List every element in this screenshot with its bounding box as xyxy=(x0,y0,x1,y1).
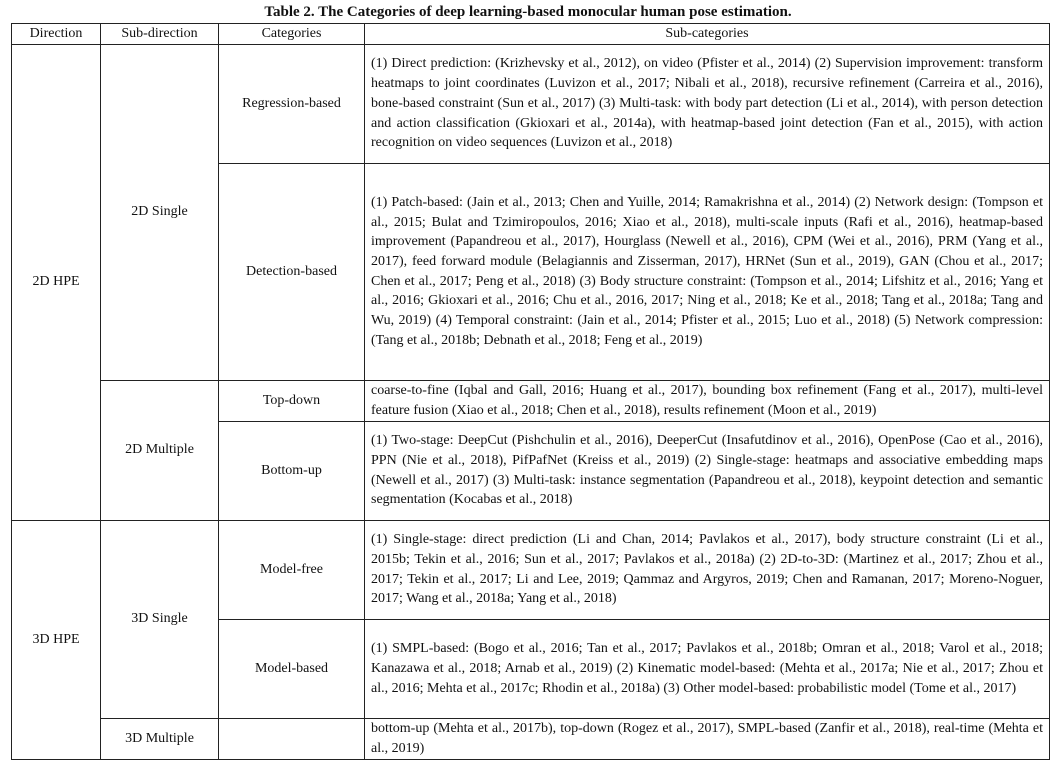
direction-2d-hpe: 2D HPE xyxy=(12,44,101,520)
subcategories-model-free: (1) Single-stage: direct prediction (Li and Chan, 2014; Pavlakos et al., 2017), body structure constraint (Li et al., 2015b; Tekin et al., 2016; Sun et al., 2017; Pavlakos et al., 2018a) (2) 2D-to-3D: (Martinez et al., 2017; Zhou et al., 2017; Tekin et al., 2017; Li and Lee, 2019; Qammaz and Argyros, 2019; Chen and Ramanan, 2017; Moreno-Noguer, 2017; Wang et al., 2018a; Yang et al., 2018) xyxy=(365,520,1050,619)
subdirection-3d-multiple: 3D Multiple xyxy=(101,718,219,759)
categories-table xyxy=(11,23,1050,760)
header-categories: Categories xyxy=(219,24,365,45)
subcategories-bottom-up: (1) Two-stage: DeepCut (Pishchulin et al., 2016), DeeperCut (Insafutdinov et al., 2016), OpenPose (Cao et al., 2016), PPN (Nie et al., 2018), PifPafNet (Kreiss et al., 2019) (2) Single-stage: heatmaps and associative embedding maps (Newell et al., 2017) (3) Multi-task: instance segmentation (Papandreou et al., 2018), keypoint detection and semantic segmentation (Kocabas et al., 2018) xyxy=(365,421,1050,520)
direction-3d-hpe: 3D HPE xyxy=(12,520,101,759)
subdirection-2d-single: 2D Single xyxy=(101,44,219,380)
subdirection-2d-multiple: 2D Multiple xyxy=(101,380,219,520)
header-sub-categories: Sub-categories xyxy=(365,24,1050,45)
table-caption: Table 2. The Categories of deep learning-based monocular human pose estimation. xyxy=(264,4,792,20)
table-row xyxy=(12,380,1050,421)
subcategories-top-down: coarse-to-fine (Iqbal and Gall, 2016; Huang et al., 2017), bounding box refinement (Fang et al., 2017), multi-level feature fusion (Xiao et al., 2018; Chen et al., 2018), results refinement (Moon et al., 2019) xyxy=(365,380,1050,421)
category-model-free: Model-free xyxy=(219,520,365,619)
subcategories-3d-multiple: bottom-up (Mehta et al., 2017b), top-down (Rogez et al., 2017), SMPL-based (Zanfir et al., 2018), real-time (Mehta et al., 2019) xyxy=(365,718,1050,759)
header-direction: Direction xyxy=(12,24,101,45)
category-top-down: Top-down xyxy=(219,380,365,421)
category-3d-multiple-empty xyxy=(219,718,365,759)
table-row xyxy=(12,718,1050,759)
subcategories-detection-based: (1) Patch-based: (Jain et al., 2013; Chen and Yuille, 2014; Ramakrishna et al., 2014) (2) Network design: (Tompson et al., 2015; Bulat and Tzimiropoulos, 2016; Xiao et al., 2018), multi-scale inputs (Rafi et al., 2016), heatmap-based improvement (Papandreou et al., 2017), Hourglass (Newell et al., 2016), CPM (Wei et al., 2016), PRM (Yang et al., 2017), feed forward module (Belagiannis and Zisserman, 2017), HRNet (Sun et al., 2019), GAN (Chou et al., 2017; Chen et al., 2017; Peng et al., 2018) (3) Body structure constraint: (Tompson et al., 2014; Lifshitz et al., 2016; Yang et al., 2016; Gkioxari et al., 2016; Chu et al., 2016, 2017; Ning et al., 2018; Ke et al., 2018; Tang et al., 2018a; Tang and Wu, 2019) (4) Temporal constraint: (Jain et al., 2014; Pfister et al., 2015; Luo et al., 2018) (5) Network compression: (Tang et al., 2018b; Debnath et al., 2018; Feng et al., 2019) xyxy=(365,163,1050,380)
subdirection-3d-single: 3D Single xyxy=(101,520,219,718)
category-bottom-up: Bottom-up xyxy=(219,421,365,520)
table-row xyxy=(12,44,1050,163)
header-sub-direction: Sub-direction xyxy=(101,24,219,45)
category-regression-based: Regression-based xyxy=(219,44,365,163)
table-row xyxy=(12,520,1050,619)
category-detection-based: Detection-based xyxy=(219,163,365,380)
category-model-based: Model-based xyxy=(219,619,365,718)
header-row xyxy=(12,24,1050,45)
subcategories-model-based: (1) SMPL-based: (Bogo et al., 2016; Tan et al., 2017; Pavlakos et al., 2018b; Omran et al., 2018; Varol et al., 2018; Kanazawa et al., 2018; Arnab et al., 2019) (2) Kinematic model-based: (Mehta et al., 2017a; Nie et al., 2017; Zhou et al., 2016; Mehta et al., 2017c; Rhodin et al., 2018a) (3) Other model-based: probabilistic model (Tome et al., 2017) xyxy=(365,619,1050,718)
subcategories-regression-based: (1) Direct prediction: (Krizhevsky et al., 2012), on video (Pfister et al., 2014) (2) Supervision improvement: transform heatmaps to joint coordinates (Luvizon et al., 2017; Nibali et al., 2018), recursive refinement (Carreira et al., 2016), bone-based constraint (Sun et al., 2017) (3) Multi-task: with body part detection (Li et al., 2014), with person detection and action classification (Gkioxari et al., 2014a), with heatmap-based joint detection (Fan et al., 2015), with action recognition on video sequences (Luvizon et al., 2018) xyxy=(365,44,1050,163)
